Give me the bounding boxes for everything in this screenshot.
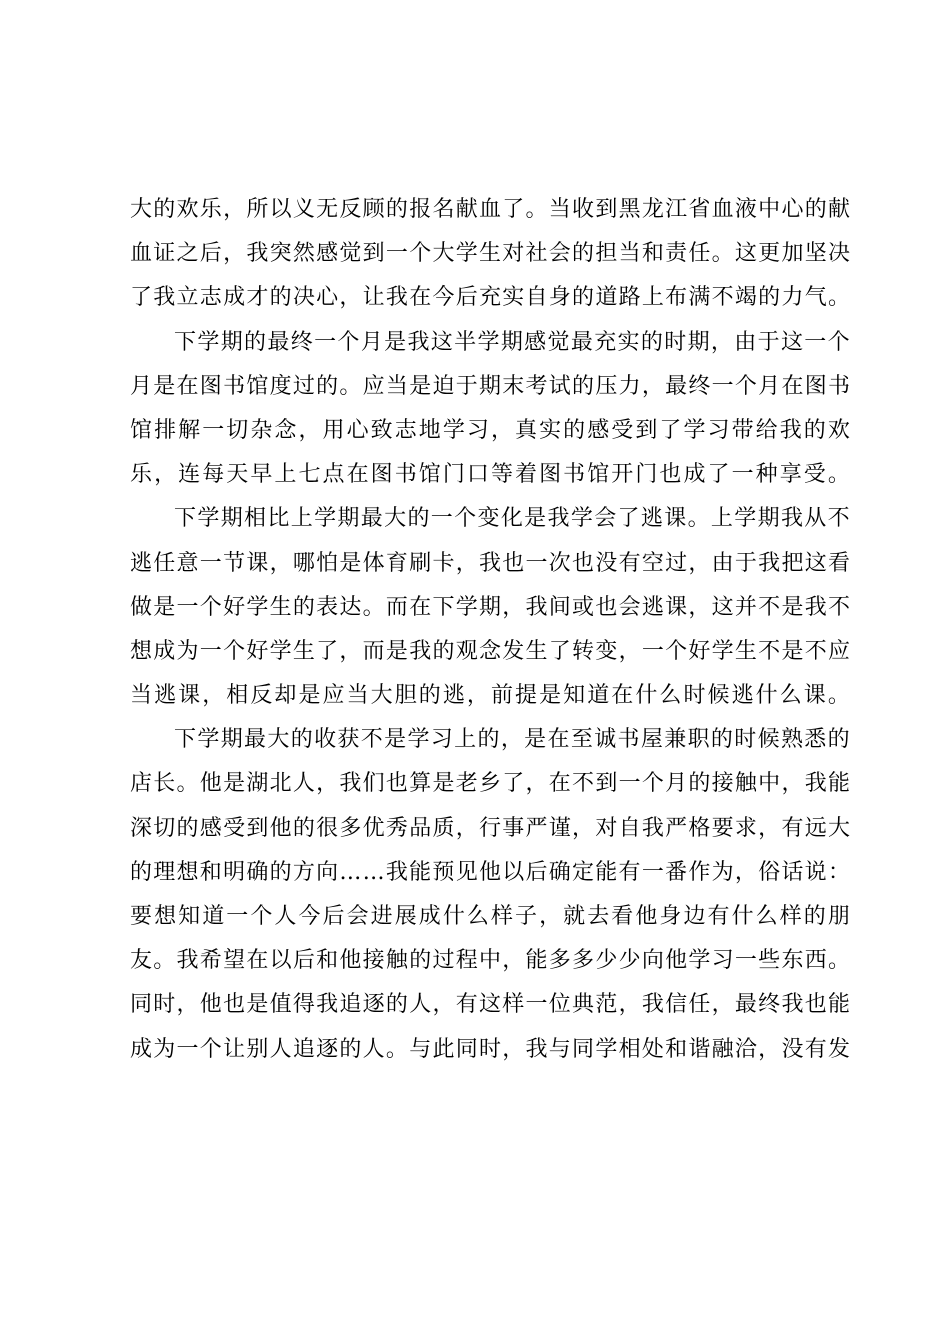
text-line: 深 切 的 感 受 到 他 的 很 多 优 秀 品 质 ， 行 事 严 谨 ， 对 自 我 严 格 要 求 ， 有 远 大	[130, 815, 850, 841]
text-line: 当 逃 课 ， 相 反 却 是 应 当 大 胆 的 逃 ， 前 提 是 知 道 在 什 么 时 候 逃 什 么 课 。	[130, 683, 850, 709]
text-line: 下 学 期 的 最 终 一 个 月 是 我 这 半 学 期 感 觉 最 充 实 的 时 期 ， 由 于 这 一 个	[174, 329, 850, 355]
text-line: 血 证 之 后 ， 我 突 然 感 觉 到 一 个 大 学 生 对 社 会 的 担 当 和 责 任 。 这 更 加 坚 决	[130, 241, 850, 267]
document-body	[130, 188, 850, 1072]
text-line: 下 学 期 最 大 的 收 获 不 是 学 习 上 的 ， 是 在 至 诚 书 屋 兼 职 的 时 候 熟 悉 的	[174, 727, 850, 753]
text-line: 要 想 知 道 一 个 人 今 后 会 进 展 成 什 么 样 子 ， 就 去 看 他 身 边 有 什 么 样 的 朋	[130, 904, 850, 929]
text-line: 逃 任 意 一 节 课 ， 哪 怕 是 体 育 刷 卡 ， 我 也 一 次 也 没 有 空 过 ， 由 于 我 把 这 看	[130, 550, 850, 576]
text-line: 同 时 ， 他 也 是 值 得 我 追 逐 的 人 ， 有 这 样 一 位 典 范 ， 我 信 任 ， 最 终 我 也 能	[130, 992, 850, 1018]
text-line: 的 理 想 和 明 确 的 方 向 … … 我 能 预 见 他 以 后 确 定 能 有 一 番 作 为 ， 俗 话 说 ：	[130, 859, 850, 885]
text-line: 大 的 欢 乐 ， 所 以 义 无 反 顾 的 报 名 献 血 了 。 当 收 到 黑 龙 江 省 血 液 中 心 的 献	[130, 197, 850, 222]
text-line: 成 为 一 个 让 别 人 追 逐 的 人 。 与 此 同 时 ， 我 与 同 学 相 处 和 谐 融 洽 ， 没 有 发	[130, 1036, 850, 1062]
text-line: 馆 排 解 一 切 杂 念 ， 用 心 致 志 地 学 习 ， 真 实 的 感 受 到 了 学 习 带 给 我 的 欢	[130, 417, 850, 443]
text-line: 做 是 一 个 好 学 生 的 表 达 。 而 在 下 学 期 ， 我 间 或 也 会 逃 课 ， 这 并 不 是 我 不	[130, 594, 850, 620]
text-line: 乐 ， 连 每 天 早 上 七 点 在 图 书 馆 门 口 等 着 图 书 馆 开 门 也 成 了 一 种 享 受 。	[130, 462, 850, 488]
text-line: 店 长 。 他 是 湖 北 人 ， 我 们 也 算 是 老 乡 了 ， 在 不 到 一 个 月 的 接 触 中 ， 我 能	[130, 771, 850, 797]
text-line: 下 学 期 相 比 上 学 期 最 大 的 一 个 变 化 是 我 学 会 了 逃 课 。 上 学 期 我 从 不	[174, 506, 850, 532]
text-line: 了 我 立 志 成 才 的 决 心 ， 让 我 在 今 后 充 实 自 身 的 道 路 上 布 满 不 竭 的 力 气 。	[130, 285, 850, 311]
text-line: 友 。 我 希 望 在 以 后 和 他 接 触 的 过 程 中 ， 能 多 多 少 少 向 他 学 习 一 些 东 西 。	[130, 948, 850, 974]
text-line: 想 成 为 一 个 好 学 生 了 ， 而 是 我 的 观 念 发 生 了 转 变 ， 一 个 好 学 生 不 是 不 应	[130, 638, 850, 664]
text-line: 月 是 在 图 书 馆 度 过 的 。 应 当 是 迫 于 期 末 考 试 的 压 力 ， 最 终 一 个 月 在 图 书	[130, 373, 850, 399]
